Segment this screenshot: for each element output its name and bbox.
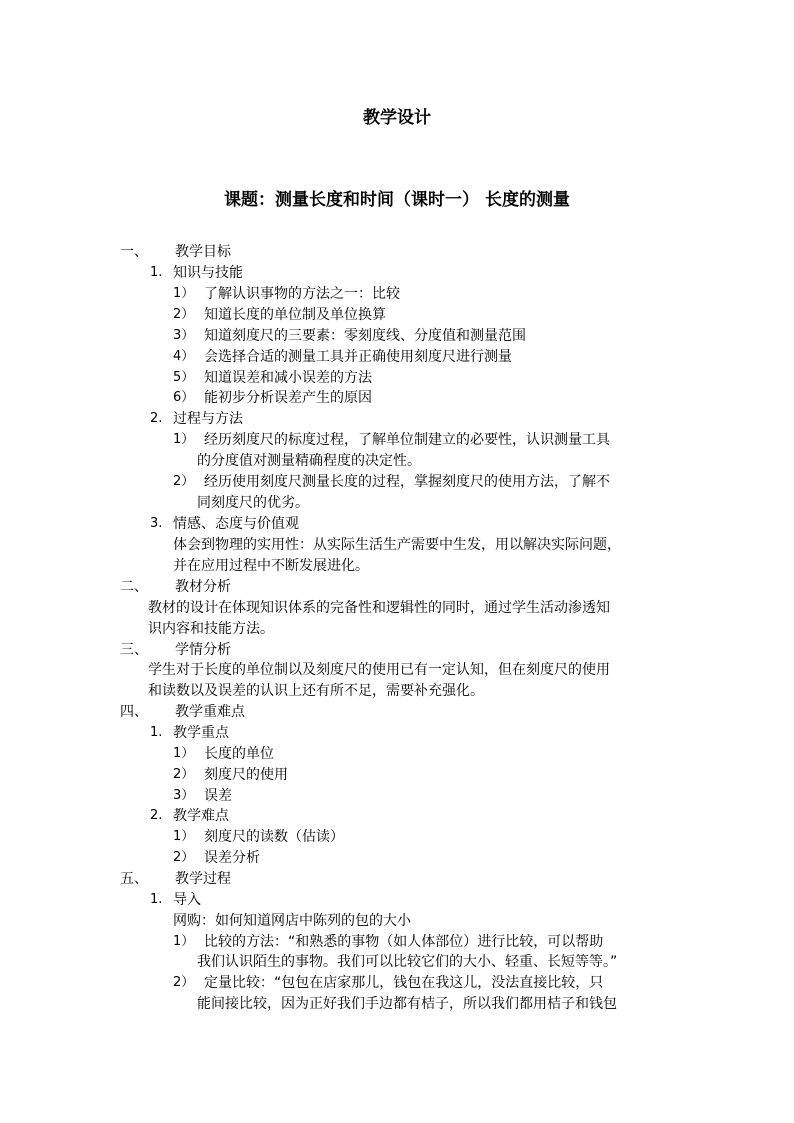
list-item: 了解认识事物的方法之一：比较 <box>204 286 400 302</box>
list-item: 误差 <box>204 788 232 804</box>
list-item-number: 5） <box>173 370 195 385</box>
subsection-heading: 导入 <box>173 892 201 908</box>
section-marker: 五、 <box>120 871 148 887</box>
list-item: 知道误差和减小误差的方法 <box>204 370 372 386</box>
subsection-heading: 教学难点 <box>173 808 229 824</box>
section-heading: 教学重难点 <box>175 704 245 720</box>
subsection-marker: 1. <box>150 725 163 740</box>
paragraph-line: 体会到物理的实用性：从实际生活生产需要中生发，用以解决实际问题， <box>173 537 621 553</box>
section-marker: 四、 <box>120 704 148 720</box>
section-heading: 教学过程 <box>175 871 231 887</box>
list-item-number: 2） <box>173 307 195 322</box>
list-item: 经历使用刻度尺测量长度的过程，掌握刻度尺的使用方法，了解不 <box>204 474 610 490</box>
paragraph-line: 并在应用过程中不断发展进化。 <box>173 558 369 574</box>
list-item-continuation: 我们认识陌生的事物。我们可以比较它们的大小、轻重、长短等等。” <box>197 954 618 970</box>
list-item-number: 2） <box>173 850 195 865</box>
list-item-number: 4） <box>173 349 195 364</box>
section-marker: 二、 <box>120 579 148 595</box>
list-item-number: 1） <box>173 432 195 447</box>
list-item: 刻度尺的使用 <box>204 767 288 783</box>
list-item-number: 2） <box>173 767 195 782</box>
subsection-heading: 情感、态度与价值观 <box>173 516 299 532</box>
paragraph-line: 网购：如何知道网店中陈列的包的大小 <box>173 913 411 929</box>
subsection-marker: 1. <box>150 892 163 907</box>
subsection-heading: 知识与技能 <box>173 265 243 281</box>
list-item-continuation: 同刻度尺的优劣。 <box>197 495 309 511</box>
list-item-number: 1） <box>173 829 195 844</box>
list-item-number: 1） <box>173 934 195 949</box>
list-item: 定量比较：“包包在店家那儿，钱包在我这儿，没法直接比较，只 <box>204 975 604 991</box>
subsection-marker: 1. <box>150 265 163 280</box>
lesson-subtitle: 课题：测量长度和时间（课时一） 长度的测量 <box>224 190 570 210</box>
section-heading: 教材分析 <box>175 579 231 595</box>
list-item-continuation: 能间接比较，因为正好我们手边都有桔子，所以我们都用桔子和钱包 <box>197 996 617 1012</box>
list-item-number: 3） <box>173 328 195 343</box>
section-heading: 教学目标 <box>175 244 231 260</box>
list-item-continuation: 的分度值对测量精确程度的决定性。 <box>197 453 421 469</box>
paragraph-line: 教材的设计在体现知识体系的完备性和逻辑性的同时，通过学生活动渗透知 <box>148 600 610 616</box>
list-item: 知道刻度尺的三要素：零刻度线、分度值和测量范围 <box>204 328 526 344</box>
subsection-marker: 2. <box>150 808 163 823</box>
list-item-number: 1） <box>173 286 195 301</box>
paragraph-line: 和读数以及误差的认识上还有所不足，需要补充强化。 <box>148 683 484 699</box>
list-item: 刻度尺的读数（估读） <box>204 829 344 845</box>
list-item-number: 6） <box>173 390 195 405</box>
list-item-number: 1） <box>173 746 195 761</box>
section-marker: 三、 <box>120 642 148 658</box>
section-marker: 一、 <box>120 244 148 260</box>
list-item: 误差分析 <box>204 850 260 866</box>
list-item: 长度的单位 <box>204 746 274 762</box>
list-item-number: 2） <box>173 975 195 990</box>
document-title: 教学设计 <box>363 108 431 128</box>
section-heading: 学情分析 <box>175 642 231 658</box>
paragraph-line: 识内容和技能方法。 <box>148 621 274 637</box>
list-item: 比较的方法：“和熟悉的事物（如人体部位）进行比较，可以帮助 <box>204 934 604 950</box>
list-item: 经历刻度尺的标度过程，了解单位制建立的必要性，认识测量工具 <box>204 432 610 448</box>
list-item-number: 2） <box>173 474 195 489</box>
list-item: 知道长度的单位制及单位换算 <box>204 307 386 323</box>
subsection-heading: 教学重点 <box>173 725 229 741</box>
subsection-marker: 3. <box>150 516 163 531</box>
subsection-heading: 过程与方法 <box>173 411 243 427</box>
paragraph-line: 学生对于长度的单位制以及刻度尺的使用已有一定认知，但在刻度尺的使用 <box>148 662 610 678</box>
list-item: 能初步分析误差产生的原因 <box>204 390 372 406</box>
list-item: 会选择合适的测量工具并正确使用刻度尺进行测量 <box>204 349 512 365</box>
subsection-marker: 2. <box>150 411 163 426</box>
list-item-number: 3） <box>173 788 195 803</box>
